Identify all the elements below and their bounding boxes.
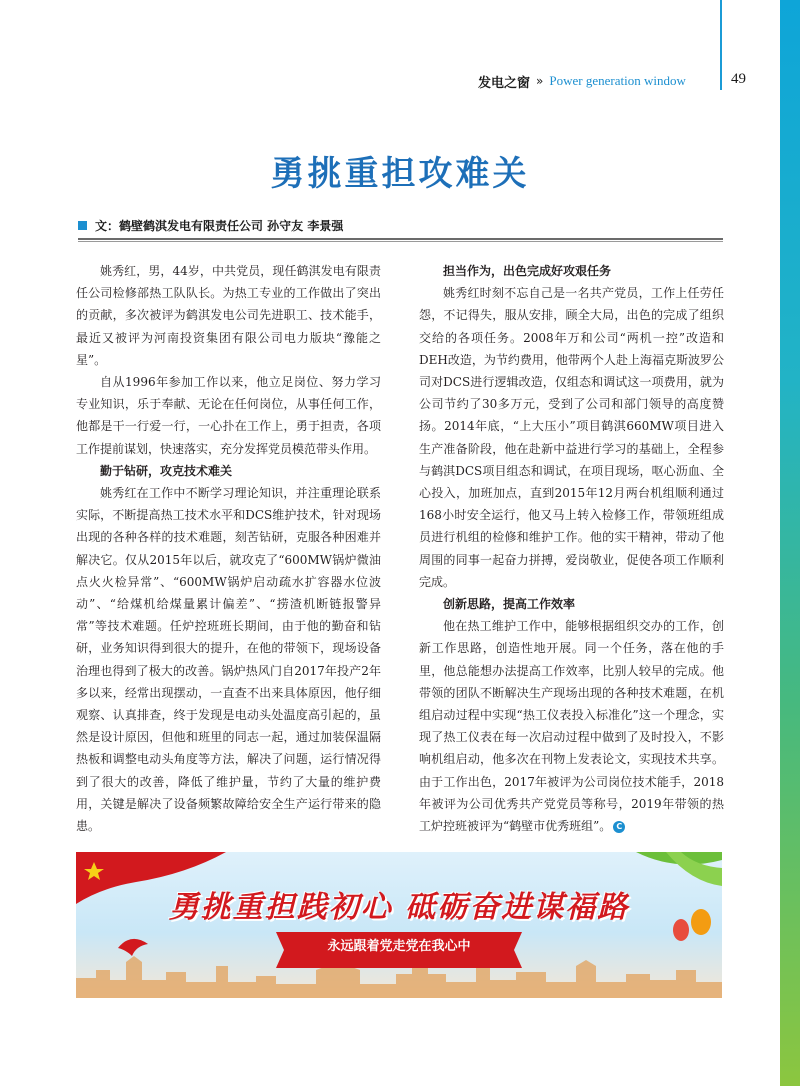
paragraph-last xyxy=(419,615,724,837)
slogan-banner xyxy=(76,852,722,998)
byline-rule xyxy=(78,238,723,242)
chevron-right-icon: » xyxy=(536,74,544,88)
rule-thin xyxy=(78,241,723,242)
paragraph: 姚秀红，男，44岁，中共党员，现任鹤淇发电有限责任公司检修部热工队队长。为热工专业的工作做出了突出的贡献，多次被评为鹤淇发电公司先进职工、技术能手，最近又被评为河南投资集团有限公司电力版块“豫能之星”。 xyxy=(76,264,381,367)
subheading: 担当作为，出色完成好攻艰任务 xyxy=(443,264,612,278)
subheading: 勤于钻研，攻克技术难关 xyxy=(100,463,233,478)
section-name-cn: 发电之窗 xyxy=(478,75,531,91)
paragraph: 姚秀红在工作中不断学习理论知识，并注重理论联系实际，不断提高热工技术水平和DCS维护技术，针对现场出现的各种各样的技术难题，刻苦钻研，克服各种困难并解决它。仅从2015年以后，就攻克了“600MW锅炉微油点火火检异常”、“600MW锅炉启动疏水扩容器水位波动”、“给煤机给煤量累计偏差”、“捞渣机断链报警异常”等技术难题。任炉控班班长期间，由于他的勤奋和钻研，业务知识得到很大的提升，在他的带领下，现场设备治理也得到了极大的改善。锅炉热风门自2017年投产2年多以来，经常出现摆动，一直查不出来具体原因，他仔细观察、认真排查，终于发现是电动头处温度高引起的，虽然是设计原因，但他和班里的同志一起，通过加装保温隔热板和调整电动头角度等方法，解决了问题，运行情况得到了很大的改善，降低了维护量，节约了大量的维护费用，关键是解决了设备频繁故障给安全生产运行带来的隐患。 xyxy=(76,486,381,834)
article-end-mark-icon: C xyxy=(613,821,625,833)
byline-text: 文：鹤壁鹤淇发电有限责任公司 孙守友 李景强 xyxy=(95,218,344,233)
left-column xyxy=(76,260,381,837)
article-title: 勇挑重担攻难关 xyxy=(270,154,530,194)
running-header xyxy=(478,70,768,92)
banner-slogan: 勇挑重担践初心 砥砺奋进谋福路 xyxy=(168,890,630,925)
banner-subtitle: 永远跟着党走党在我心中 xyxy=(327,939,471,954)
right-column xyxy=(419,260,724,837)
paragraph: 姚秀红时刻不忘自己是一名共产党员，工作上任劳任怨，不记得失，服从安排，顾全大局，出色的完成了组织交给的各项任务。2008年万和公司“两机一控”改造和DEH改造，为节约费用，他带两个人赴上海福克斯波罗公司对DCS进行逻辑改造，仅组态和调试这一项费用，就为公司节约了30多万元，受到了公司和部门领导的高度赞扬。2014年底，“上大压小”项目鹤淇660MW项目进入生产准备阶段，他在赴新中益进行学习的基础上，全程参与鹤淇DCS项目组态和调试，在项目现场，呕心沥血、全心投入，加班加点，直到2015年12月两台机组顺利通过168小时安全运行，他又马上转入检修工作，带领班组成员进行机组的检修和维护工作。他的实干精神，带动了他周围的同事一起奋力拼搏，爱岗敬业，促使各项工作顺利完成。 xyxy=(419,286,724,589)
subheading: 创新思路，提高工作效率 xyxy=(443,597,576,612)
byline xyxy=(78,216,343,234)
paragraph-text: 他在热工维护工作中，能够根据组织交办的工作，创新工作思路，创造性地开展。同一个任务，落在他的手里，他总能想办法提高工作效率，比别人较早的完成。他带领的团队不断解决生产现场出现的各种技术难题，在机组启动过程中实现“热工仪表投入标准化”这一个理念，实现了热工仪表在每一次启动过程中做到了及时投入，不影响机组启动，他多次在刊物上发表论文，实现技术共享。由于工作出色，2017年被评为公司岗位技术能手，2018年被评为公司优秀共产党党员等称号，2019年带领的热工炉控班被评为“鹤壁市优秀班组”。 xyxy=(419,619,724,834)
paragraph: 自从1996年参加工作以来，他立足岗位、努力学习专业知识，乐于奉献、无论在任何岗位，从事任何工作，他都是干一行爱一行，一心扑在工作上，勇于担责，各项工作提前谋划，快速落实，充分发挥党员模范带头作用。 xyxy=(76,375,381,456)
section-name-en: Power generation window xyxy=(549,73,686,88)
page-number: 49 xyxy=(731,71,746,87)
rule-thick xyxy=(78,238,723,240)
square-bullet-icon xyxy=(78,221,87,230)
